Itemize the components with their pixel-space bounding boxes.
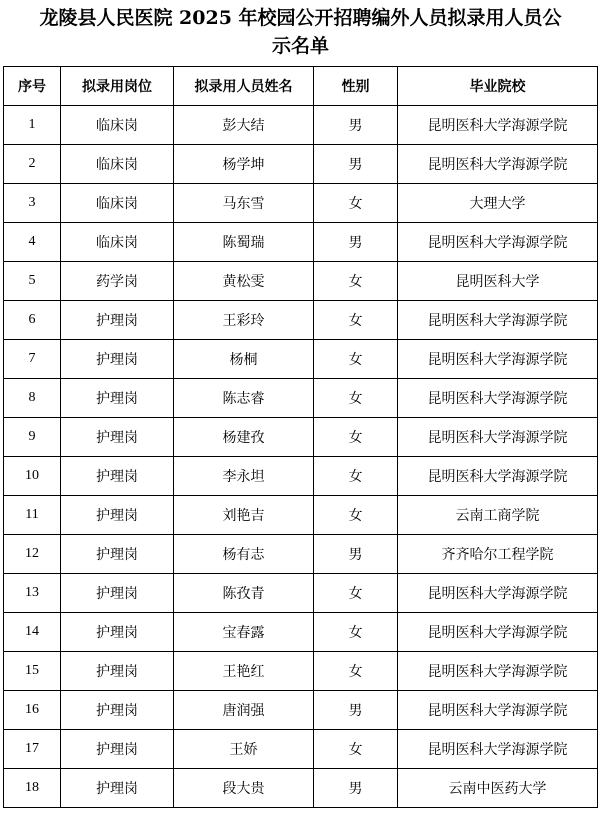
cell-name: 王彩玲 <box>174 301 314 340</box>
cell-position: 临床岗 <box>61 145 174 184</box>
cell-gender: 女 <box>314 574 398 613</box>
cell-name: 杨学坤 <box>174 145 314 184</box>
cell-gender: 女 <box>314 496 398 535</box>
cell-school: 昆明医科大学 <box>398 262 598 301</box>
cell-position: 护理岗 <box>61 769 174 808</box>
table-row <box>4 418 598 457</box>
cell-school: 昆明医科大学海源学院 <box>398 457 598 496</box>
table-row <box>4 496 598 535</box>
cell-index: 16 <box>4 691 61 730</box>
cell-index: 4 <box>4 223 61 262</box>
cell-gender: 男 <box>314 106 398 145</box>
cell-name: 马东雪 <box>174 184 314 223</box>
cell-index: 10 <box>4 457 61 496</box>
cell-index: 9 <box>4 418 61 457</box>
cell-position: 护理岗 <box>61 301 174 340</box>
cell-name: 黄松雯 <box>174 262 314 301</box>
cell-index: 7 <box>4 340 61 379</box>
cell-index: 5 <box>4 262 61 301</box>
table-row <box>4 223 598 262</box>
cell-position: 护理岗 <box>61 574 174 613</box>
header-name: 拟录用人员姓名 <box>174 67 314 106</box>
cell-gender: 女 <box>314 613 398 652</box>
cell-gender: 女 <box>314 340 398 379</box>
cell-name: 唐润强 <box>174 691 314 730</box>
cell-position: 护理岗 <box>61 652 174 691</box>
cell-index: 11 <box>4 496 61 535</box>
cell-index: 18 <box>4 769 61 808</box>
cell-gender: 男 <box>314 535 398 574</box>
cell-position: 护理岗 <box>61 418 174 457</box>
cell-position: 护理岗 <box>61 535 174 574</box>
cell-position: 临床岗 <box>61 106 174 145</box>
table-row <box>4 457 598 496</box>
cell-school: 昆明医科大学海源学院 <box>398 223 598 262</box>
cell-index: 6 <box>4 301 61 340</box>
cell-name: 杨有志 <box>174 535 314 574</box>
cell-index: 8 <box>4 379 61 418</box>
header-school: 毕业院校 <box>398 67 598 106</box>
table-row <box>4 145 598 184</box>
cell-school: 昆明医科大学海源学院 <box>398 730 598 769</box>
table-row <box>4 730 598 769</box>
cell-school: 昆明医科大学海源学院 <box>398 652 598 691</box>
cell-school: 昆明医科大学海源学院 <box>398 340 598 379</box>
header-gender: 性别 <box>314 67 398 106</box>
header-position: 拟录用岗位 <box>61 67 174 106</box>
cell-school: 大理大学 <box>398 184 598 223</box>
cell-gender: 男 <box>314 145 398 184</box>
table-header-row <box>4 67 598 106</box>
cell-name: 陈志睿 <box>174 379 314 418</box>
cell-gender: 女 <box>314 301 398 340</box>
header-index: 序号 <box>4 67 61 106</box>
cell-school: 云南中医药大学 <box>398 769 598 808</box>
cell-index: 2 <box>4 145 61 184</box>
cell-index: 13 <box>4 574 61 613</box>
cell-position: 护理岗 <box>61 613 174 652</box>
cell-gender: 女 <box>314 652 398 691</box>
cell-index: 12 <box>4 535 61 574</box>
cell-index: 3 <box>4 184 61 223</box>
cell-position: 护理岗 <box>61 496 174 535</box>
cell-position: 护理岗 <box>61 457 174 496</box>
cell-position: 临床岗 <box>61 184 174 223</box>
cell-school: 昆明医科大学海源学院 <box>398 145 598 184</box>
cell-name: 陈蜀瑞 <box>174 223 314 262</box>
cell-name: 王艳红 <box>174 652 314 691</box>
table-body <box>4 106 598 808</box>
table-row <box>4 379 598 418</box>
cell-gender: 女 <box>314 418 398 457</box>
cell-name: 彭大结 <box>174 106 314 145</box>
cell-name: 杨建孜 <box>174 418 314 457</box>
table-row <box>4 301 598 340</box>
cell-name: 宝春露 <box>174 613 314 652</box>
cell-name: 王娇 <box>174 730 314 769</box>
cell-gender: 男 <box>314 769 398 808</box>
cell-position: 药学岗 <box>61 262 174 301</box>
cell-index: 14 <box>4 613 61 652</box>
table-row <box>4 769 598 808</box>
cell-position: 护理岗 <box>61 691 174 730</box>
title-line-1: 龙陵县人民医院 2025 年校园公开招聘编外人员拟录用人员公 <box>39 7 562 29</box>
cell-gender: 女 <box>314 730 398 769</box>
cell-gender: 女 <box>314 262 398 301</box>
table-row <box>4 652 598 691</box>
cell-gender: 女 <box>314 457 398 496</box>
title-line-2: 示名单 <box>271 35 329 57</box>
cell-index: 17 <box>4 730 61 769</box>
cell-name: 段大贵 <box>174 769 314 808</box>
cell-gender: 女 <box>314 184 398 223</box>
cell-position: 护理岗 <box>61 340 174 379</box>
table-row <box>4 262 598 301</box>
cell-school: 昆明医科大学海源学院 <box>398 418 598 457</box>
cell-school: 昆明医科大学海源学院 <box>398 691 598 730</box>
cell-name: 陈孜青 <box>174 574 314 613</box>
cell-school: 昆明医科大学海源学院 <box>398 106 598 145</box>
cell-position: 临床岗 <box>61 223 174 262</box>
table-row <box>4 574 598 613</box>
cell-name: 杨桐 <box>174 340 314 379</box>
cell-name: 李永坦 <box>174 457 314 496</box>
cell-gender: 男 <box>314 691 398 730</box>
cell-school: 昆明医科大学海源学院 <box>398 379 598 418</box>
table-row <box>4 613 598 652</box>
table-row <box>4 184 598 223</box>
cell-school: 云南工商学院 <box>398 496 598 535</box>
cell-name: 刘艳吉 <box>174 496 314 535</box>
cell-school: 昆明医科大学海源学院 <box>398 613 598 652</box>
table-row <box>4 691 598 730</box>
table-row <box>4 535 598 574</box>
cell-position: 护理岗 <box>61 730 174 769</box>
cell-school: 昆明医科大学海源学院 <box>398 301 598 340</box>
candidate-table <box>3 66 598 808</box>
cell-index: 15 <box>4 652 61 691</box>
table-row <box>4 340 598 379</box>
cell-gender: 男 <box>314 223 398 262</box>
document-title <box>0 4 601 60</box>
cell-school: 昆明医科大学海源学院 <box>398 574 598 613</box>
cell-index: 1 <box>4 106 61 145</box>
cell-gender: 女 <box>314 379 398 418</box>
cell-school: 齐齐哈尔工程学院 <box>398 535 598 574</box>
cell-position: 护理岗 <box>61 379 174 418</box>
table-row <box>4 106 598 145</box>
